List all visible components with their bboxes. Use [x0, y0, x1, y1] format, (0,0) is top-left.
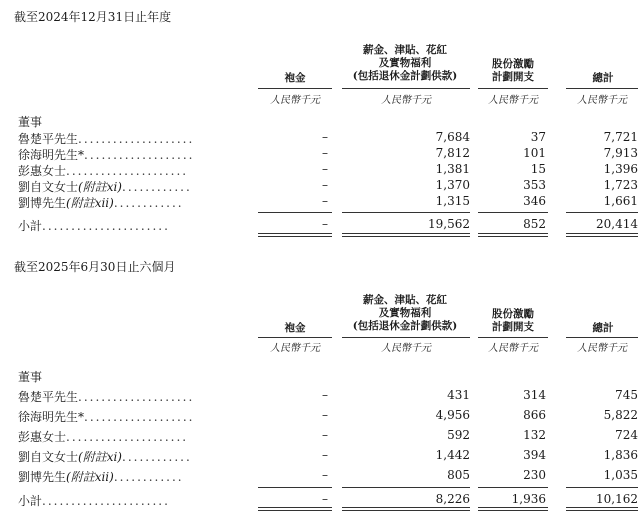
subtotal-label [18, 492, 170, 509]
cell-share: 314 [523, 388, 546, 402]
cell-fee: – [322, 428, 328, 442]
cell-salary: 7,812 [435, 146, 470, 160]
total-double-rule [342, 507, 470, 511]
row-name: 劉博先生 [18, 470, 67, 484]
cell-salary: 592 [447, 428, 470, 442]
cell-share: 132 [523, 428, 546, 442]
cell-fee: – [322, 146, 328, 160]
cell-fee: – [322, 388, 328, 402]
unit-label: 人民幣千元 [270, 343, 320, 354]
section-title: 截至2024年12月31日止年度 [14, 10, 172, 24]
cell-share: 37 [530, 130, 546, 144]
cell-fee: – [322, 468, 328, 482]
subtotal-rule [342, 212, 470, 213]
row-name: 劉自文女士 [18, 180, 79, 194]
cell-share: 101 [523, 146, 546, 160]
subtotal-fee: – [322, 492, 328, 506]
subtotal-rule [258, 487, 332, 488]
subtotal-rule [478, 212, 548, 213]
total-double-rule [258, 507, 332, 511]
subtotal-total: 10,162 [596, 492, 638, 506]
cell-fee: – [322, 178, 328, 192]
cell-total: 5,822 [603, 408, 638, 422]
cell-fee: – [322, 162, 328, 176]
header-rule [342, 337, 470, 338]
col-header-fee: 袍金 [284, 72, 306, 84]
row-name: 劉自文女士 [18, 450, 79, 464]
row-note: (附註xii) [66, 196, 114, 210]
cell-total: 1,396 [603, 162, 638, 176]
col-header-share [478, 58, 548, 84]
cell-total: 7,721 [603, 130, 638, 144]
subtotal-fee: – [322, 217, 328, 231]
subtotal-name: 小計 [18, 219, 43, 233]
section-2025 [0, 250, 640, 512]
group-label-directors: 董事 [18, 115, 43, 129]
subtotal-rule [566, 212, 638, 213]
subtotal-name: 小計 [18, 494, 43, 508]
col-header-share-line2: 計劃開支 [492, 321, 534, 333]
subtotal-rule [566, 487, 638, 488]
row-label [18, 388, 194, 405]
row-dots: .................... [78, 132, 195, 146]
col-header-salary-line3: (包括退休金計劃供款) [352, 320, 458, 332]
subtotal-salary: 8,226 [435, 492, 470, 506]
cell-share: 353 [523, 178, 546, 192]
row-name: 徐海明先生* [18, 148, 85, 162]
row-name: 劉博先生 [18, 196, 67, 210]
header-rule [258, 88, 332, 89]
unit-label: 人民幣千元 [577, 343, 627, 354]
row-label [18, 146, 195, 163]
section-title: 截至2025年6月30日止六個月 [14, 260, 176, 274]
row-name: 徐海明先生* [18, 410, 85, 424]
row-note: (附註xi) [78, 180, 122, 194]
subtotal-share: 852 [523, 217, 546, 231]
col-header-salary [340, 294, 470, 333]
row-label [18, 448, 192, 465]
header-rule [478, 337, 548, 338]
total-double-rule [566, 507, 638, 511]
unit-label: 人民幣千元 [488, 95, 538, 106]
cell-salary: 4,956 [435, 408, 470, 422]
col-header-salary-line2: 及實物福利 [378, 57, 432, 69]
row-name: 魯楚平先生 [18, 132, 79, 146]
header-rule [478, 88, 548, 89]
row-dots: ............ [122, 180, 192, 194]
row-dots: ................... [84, 148, 195, 162]
subtotal-salary: 19,562 [428, 217, 470, 231]
cell-total: 1,723 [603, 178, 638, 192]
col-header-share [478, 308, 548, 334]
unit-label: 人民幣千元 [381, 343, 431, 354]
col-header-salary-line1: 薪金、津貼、花紅 [363, 44, 447, 56]
row-label [18, 130, 194, 147]
subtotal-label [18, 217, 170, 234]
row-dots: ................... [84, 410, 195, 424]
row-label [18, 468, 184, 485]
col-header-salary-line1: 薪金、津貼、花紅 [363, 294, 447, 306]
cell-share: 15 [530, 162, 546, 176]
cell-total: 7,913 [603, 146, 638, 160]
row-dots: ............ [113, 196, 184, 210]
cell-total: 1,836 [603, 448, 638, 462]
cell-share: 346 [523, 194, 546, 208]
unit-label: 人民幣千元 [270, 95, 320, 106]
subtotal-share: 1,936 [511, 492, 546, 506]
cell-salary: 805 [447, 468, 470, 482]
cell-salary: 431 [447, 388, 470, 402]
row-label [18, 428, 188, 445]
cell-fee: – [322, 448, 328, 462]
cell-total: 1,661 [603, 194, 638, 208]
row-label [18, 162, 188, 179]
total-double-rule [478, 507, 548, 511]
col-header-total: 總計 [592, 322, 614, 334]
row-dots: ..................... [66, 430, 189, 444]
row-dots: ............ [122, 450, 192, 464]
cell-fee: – [322, 130, 328, 144]
row-name: 彭惠女士 [18, 164, 67, 178]
col-header-total: 總計 [592, 72, 614, 84]
total-double-rule [478, 233, 548, 237]
row-dots: ..................... [66, 164, 189, 178]
cell-total: 724 [615, 428, 638, 442]
col-header-share-line1: 股份激勵 [492, 308, 534, 320]
cell-salary: 1,370 [435, 178, 470, 192]
header-rule [566, 88, 638, 89]
header-rule [342, 88, 470, 89]
col-header-share-line2: 計劃開支 [492, 71, 534, 83]
row-note: (附註xii) [66, 470, 114, 484]
subtotal-dots: ...................... [42, 219, 170, 233]
cell-fee: – [322, 408, 328, 422]
row-dots: .................... [78, 390, 195, 404]
cell-salary: 1,442 [435, 448, 470, 462]
unit-label: 人民幣千元 [488, 343, 538, 354]
subtotal-rule [258, 212, 332, 213]
unit-label: 人民幣千元 [381, 95, 431, 106]
col-header-share-line1: 股份激勵 [492, 58, 534, 70]
col-header-salary [340, 44, 470, 83]
header-rule [258, 337, 332, 338]
total-double-rule [342, 233, 470, 237]
header-rule [566, 337, 638, 338]
cell-salary: 1,381 [435, 162, 470, 176]
cell-salary: 7,684 [435, 130, 470, 144]
cell-total: 1,035 [603, 468, 638, 482]
row-note: (附註xi) [78, 450, 122, 464]
row-label [18, 408, 195, 425]
row-dots: ............ [113, 470, 184, 484]
subtotal-rule [478, 487, 548, 488]
col-header-fee: 袍金 [284, 322, 306, 334]
total-double-rule [566, 233, 638, 237]
total-double-rule [258, 233, 332, 237]
subtotal-total: 20,414 [596, 217, 638, 231]
row-label [18, 178, 192, 195]
group-label-directors: 董事 [18, 370, 43, 384]
cell-salary: 1,315 [435, 194, 470, 208]
row-name: 彭惠女士 [18, 430, 67, 444]
col-header-salary-line2: 及實物福利 [378, 307, 432, 319]
unit-label: 人民幣千元 [577, 95, 627, 106]
cell-share: 394 [523, 448, 546, 462]
subtotal-dots: ...................... [42, 494, 170, 508]
cell-fee: – [322, 194, 328, 208]
row-label [18, 194, 184, 211]
section-2024 [0, 0, 640, 245]
subtotal-rule [342, 487, 470, 488]
col-header-salary-line3: (包括退休金計劃供款) [352, 70, 458, 82]
cell-share: 230 [523, 468, 546, 482]
cell-total: 745 [615, 388, 638, 402]
cell-share: 866 [523, 408, 546, 422]
row-name: 魯楚平先生 [18, 390, 79, 404]
